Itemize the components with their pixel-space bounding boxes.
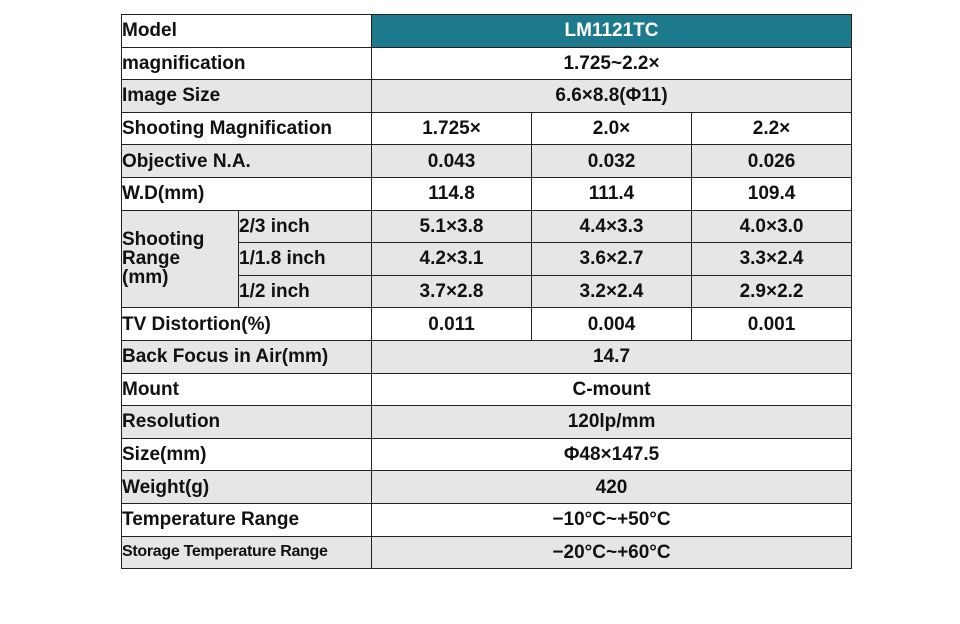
row-resolution <box>122 406 852 439</box>
temperature-range-label: Temperature Range <box>122 503 372 536</box>
shooting-magnification-value: 2.0× <box>532 112 692 145</box>
weight-label: Weight(g) <box>122 471 372 504</box>
model-value: LM1121TC <box>372 15 852 48</box>
wd-value: 111.4 <box>532 177 692 210</box>
storage-temperature-value: −20°C~+60°C <box>372 536 852 569</box>
row-storage-temperature <box>122 536 852 569</box>
shooting-range-value: 5.1×3.8 <box>372 210 532 243</box>
tv-distortion-label: TV Distortion(%) <box>122 308 372 341</box>
row-back-focus <box>122 340 852 373</box>
row-objective-na <box>122 145 852 178</box>
objective-na-value: 0.026 <box>692 145 852 178</box>
objective-na-value: 0.032 <box>532 145 692 178</box>
spec-table <box>121 14 852 569</box>
shooting-range-value: 4.2×3.1 <box>372 243 532 276</box>
row-shooting-magnification <box>122 112 852 145</box>
resolution-value: 120lp/mm <box>372 406 852 439</box>
magnification-label: magnification <box>122 47 372 80</box>
image-size-label: Image Size <box>122 80 372 113</box>
row-tv-distortion <box>122 308 852 341</box>
shooting-magnification-label: Shooting Magnification <box>122 112 372 145</box>
objective-na-label: Objective N.A. <box>122 145 372 178</box>
model-label: Model <box>122 15 372 48</box>
objective-na-value: 0.043 <box>372 145 532 178</box>
magnification-value: 1.725~2.2× <box>372 47 852 80</box>
temperature-range-value: −10°C~+50°C <box>372 503 852 536</box>
shooting-range-value: 4.0×3.0 <box>692 210 852 243</box>
row-shooting-range-1 <box>122 210 852 243</box>
image-size-value: 6.6×8.8(Φ11) <box>372 80 852 113</box>
shooting-range-value: 3.7×2.8 <box>372 275 532 308</box>
shooting-range-value: 3.2×2.4 <box>532 275 692 308</box>
wd-label: W.D(mm) <box>122 177 372 210</box>
mount-value: C-mount <box>372 373 852 406</box>
shooting-range-label-line: Range <box>122 248 181 270</box>
mount-label: Mount <box>122 373 372 406</box>
shooting-magnification-value: 2.2× <box>692 112 852 145</box>
shooting-range-value: 3.3×2.4 <box>692 243 852 276</box>
tv-distortion-value: 0.011 <box>372 308 532 341</box>
row-model <box>122 15 852 48</box>
wd-value: 109.4 <box>692 177 852 210</box>
row-size <box>122 438 852 471</box>
size-value: Φ48×147.5 <box>372 438 852 471</box>
row-weight <box>122 471 852 504</box>
shooting-range-value: 3.6×2.7 <box>532 243 692 276</box>
sensor-size-label: 2/3 inch <box>239 210 372 243</box>
size-label: Size(mm) <box>122 438 372 471</box>
wd-value: 114.8 <box>372 177 532 210</box>
shooting-range-label-line: (mm) <box>122 267 169 289</box>
shooting-range-label-line: Shooting <box>122 229 205 251</box>
row-magnification <box>122 47 852 80</box>
back-focus-label: Back Focus in Air(mm) <box>122 340 372 373</box>
row-mount <box>122 373 852 406</box>
resolution-label: Resolution <box>122 406 372 439</box>
row-image-size <box>122 80 852 113</box>
sensor-size-label: 1/1.8 inch <box>239 243 372 276</box>
shooting-range-value: 4.4×3.3 <box>532 210 692 243</box>
sensor-size-label: 1/2 inch <box>239 275 372 308</box>
shooting-range-value: 2.9×2.2 <box>692 275 852 308</box>
weight-value: 420 <box>372 471 852 504</box>
storage-temperature-label: Storage Temperature Range <box>122 536 372 569</box>
row-wd <box>122 177 852 210</box>
shooting-magnification-value: 1.725× <box>372 112 532 145</box>
tv-distortion-value: 0.001 <box>692 308 852 341</box>
shooting-range-label <box>122 210 239 308</box>
tv-distortion-value: 0.004 <box>532 308 692 341</box>
back-focus-value: 14.7 <box>372 340 852 373</box>
row-temperature-range <box>122 503 852 536</box>
